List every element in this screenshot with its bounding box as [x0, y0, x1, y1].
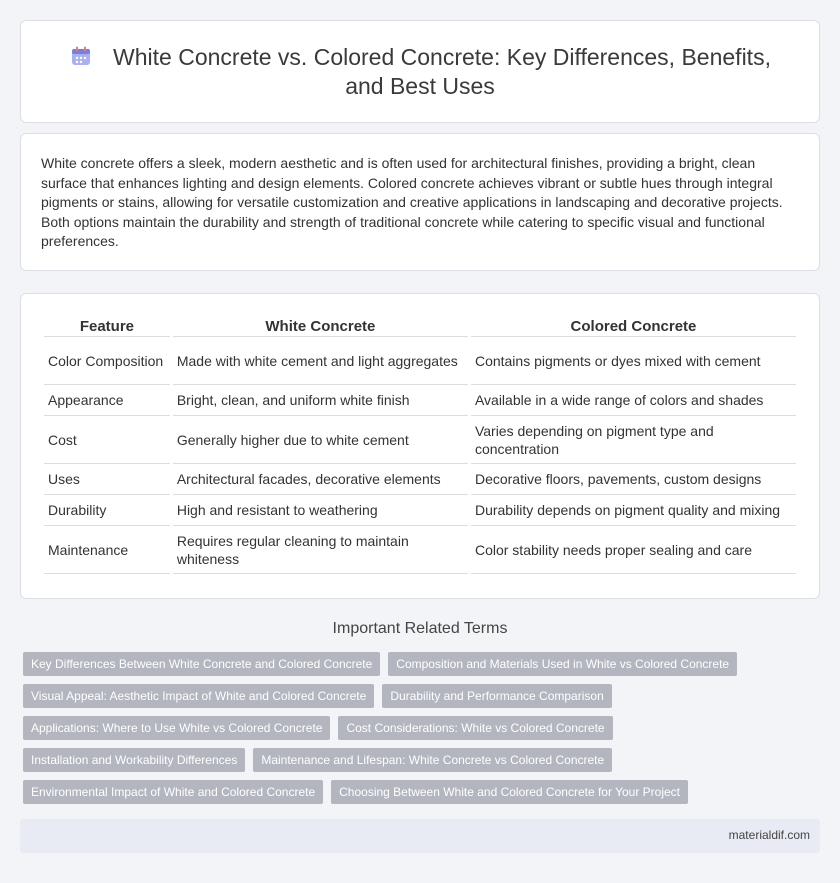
table-cell: Varies depending on pigment type and concentration — [471, 416, 796, 464]
related-term-tag[interactable]: Environmental Impact of White and Colored Concrete — [23, 780, 323, 804]
table-cell: Decorative floors, pavements, custom designs — [471, 464, 796, 495]
footer — [20, 819, 820, 853]
comparison-table — [41, 316, 799, 574]
table-row — [44, 464, 796, 495]
column-header-white: White Concrete — [173, 316, 468, 337]
footer-site-link[interactable]: materialdif.com — [728, 828, 810, 842]
table-cell: Bright, clean, and uniform white finish — [173, 385, 468, 416]
column-header-feature: Feature — [44, 316, 170, 337]
table-cell: Color Composition — [44, 337, 170, 385]
tag-row — [23, 748, 813, 772]
tag-row — [23, 780, 813, 804]
table-cell: Cost — [44, 416, 170, 464]
related-term-tag[interactable]: Choosing Between White and Colored Concrete for Your Project — [331, 780, 688, 804]
table-row — [44, 416, 796, 464]
related-term-tag[interactable]: Maintenance and Lifespan: White Concrete vs Colored Concrete — [253, 748, 612, 772]
related-term-tag[interactable]: Composition and Materials Used in White vs Colored Concrete — [388, 652, 737, 676]
intro-text: White concrete offers a sleek, modern aesthetic and is often used for architectural finishes, providing a bright, clean surface that enhances lighting and design elements. Colored concrete achieves vibrant or subtle hues through integral pigments or stains, allowing for versatile customization and creative applications in landscaping and decorative projects. Both options maintain the durability and strength of traditional concrete while catering to specific visual and functional preferences. — [41, 155, 783, 249]
related-term-tag[interactable]: Cost Considerations: White vs Colored Concrete — [338, 716, 612, 740]
table-cell: Contains pigments or dyes mixed with cement — [471, 337, 796, 385]
page-title — [61, 43, 779, 101]
table-cell: Maintenance — [44, 526, 170, 574]
table-row — [44, 495, 796, 526]
related-term-tag[interactable]: Key Differences Between White Concrete and Colored Concrete — [23, 652, 380, 676]
table-cell: Generally higher due to white cement — [173, 416, 468, 464]
table-row — [44, 337, 796, 385]
table-cell: Color stability needs proper sealing and care — [471, 526, 796, 574]
table-header-row — [44, 316, 796, 337]
table-row — [44, 385, 796, 416]
tag-row — [23, 716, 813, 740]
table-cell: Requires regular cleaning to maintain whiteness — [173, 526, 468, 574]
page-title-text: White Concrete vs. Colored Concrete: Key Differences, Benefits, and Best Uses — [113, 44, 771, 99]
intro-card — [20, 133, 820, 271]
table-cell: Durability — [44, 495, 170, 526]
related-term-tag[interactable]: Applications: Where to Use White vs Colored Concrete — [23, 716, 330, 740]
comparison-card — [20, 293, 820, 599]
table-row — [44, 526, 796, 574]
table-cell: Appearance — [44, 385, 170, 416]
header-card — [20, 20, 820, 123]
related-terms-list — [23, 652, 813, 812]
table-cell: Architectural facades, decorative elements — [173, 464, 468, 495]
tag-row — [23, 684, 813, 708]
column-header-colored: Colored Concrete — [471, 316, 796, 337]
table-cell: Uses — [44, 464, 170, 495]
table-cell: Durability depends on pigment quality and mixing — [471, 495, 796, 526]
related-term-tag[interactable]: Visual Appeal: Aesthetic Impact of White and Colored Concrete — [23, 684, 374, 708]
related-term-tag[interactable]: Installation and Workability Differences — [23, 748, 245, 772]
tag-row — [23, 652, 813, 676]
related-term-tag[interactable]: Durability and Performance Comparison — [382, 684, 611, 708]
related-terms-heading: Important Related Terms — [332, 620, 508, 637]
table-cell: High and resistant to weathering — [173, 495, 468, 526]
table-cell: Available in a wide range of colors and shades — [471, 385, 796, 416]
table-cell: Made with white cement and light aggregates — [173, 337, 468, 385]
calendar-icon — [69, 44, 93, 68]
